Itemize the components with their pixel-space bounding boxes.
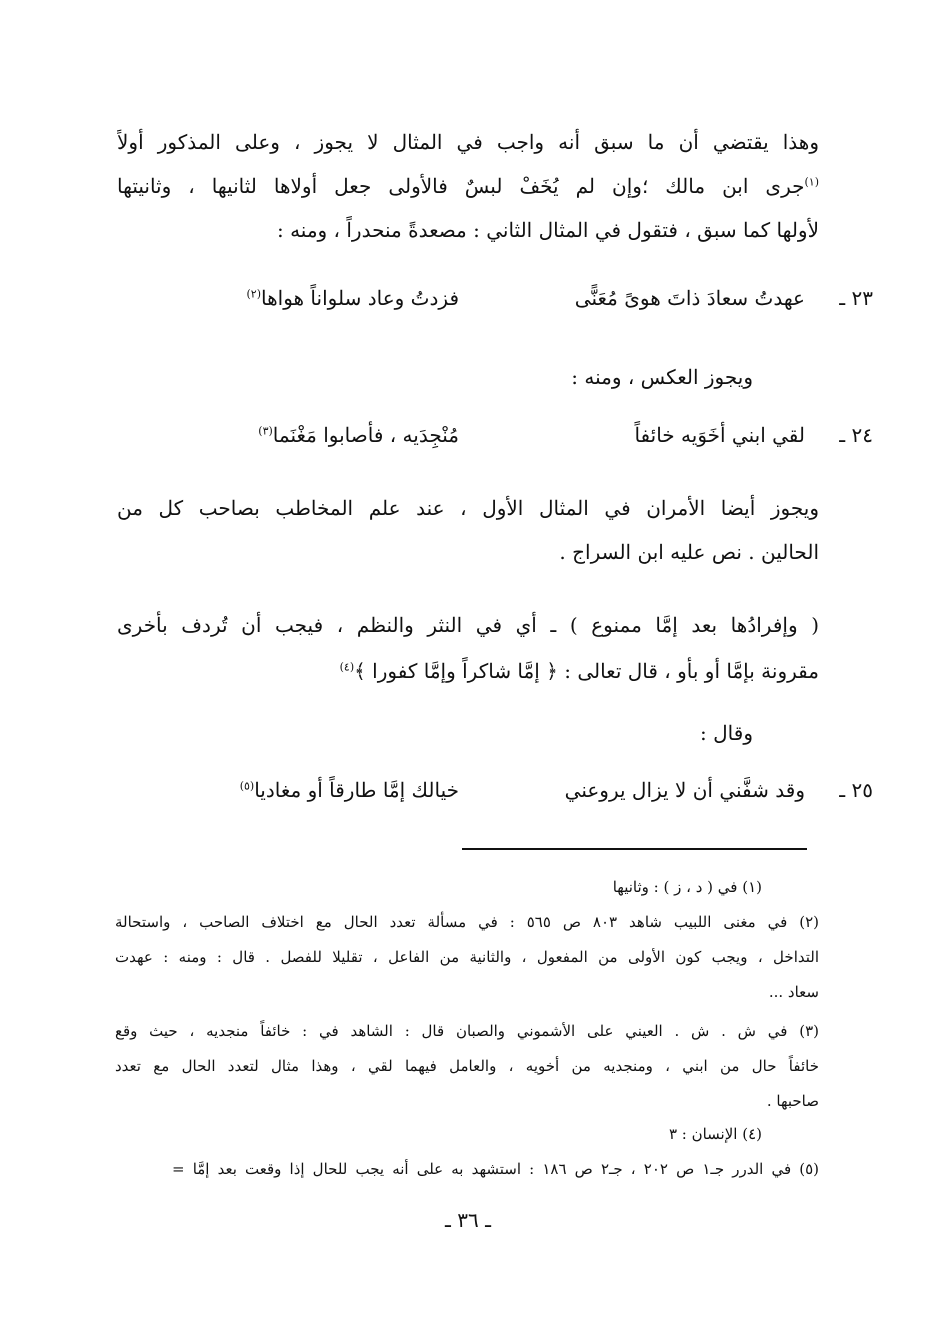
footnote-ref: (٤): [339, 660, 355, 674]
footnote-2-line1: (٢) في مغنى اللبيب شاهد ٨٠٣ ص ٥٦٥ : في مسألة تعدد الحال مع اختلاف الصاحب ، واستحالة: [115, 913, 819, 931]
footnote-3-line3: صاحبها .: [766, 1092, 819, 1110]
paragraph4-line1: ( وإفرادُها بعد إمَّا ممنوع ) ـ أي في النثر والنظم ، فيجب أن تُردف بأخرى: [117, 613, 819, 637]
verse-second-hemistich: مُنْجِدَيه ، فأصابوا مَغْنَما$^{(٣)}$: [258, 423, 459, 447]
paragraph1-line2: $^{(١)}$جرى ابن مالك ؛وإن لم يُخَفْ لبسٌ فالأولى جعل أولاها لثانيها ، وثانيتها: [117, 174, 819, 198]
footnote-4: (٤) الإنسان : ٣: [668, 1125, 762, 1143]
verse-number: ٢٣ ـ: [839, 286, 873, 310]
verse-first-hemistich: وقد شفَّني أن لا يزال يروعني: [564, 778, 805, 802]
footnote-ref: (٣): [258, 424, 273, 438]
footnote-ref: (٢): [246, 287, 261, 301]
verse-first-hemistich: لقي ابني أخَوَيه خائفاً: [634, 423, 805, 447]
paragraph5: وقال :: [700, 721, 753, 745]
paragraph1-line1: وهذا يقتضي أن ما سبق أنه واجب في المثال لا يجوز ، وعلى المذكور أولاً: [117, 130, 819, 154]
page-number: ـ ٣٦ ـ: [445, 1208, 491, 1232]
footnote-1: (١) في ( د ، ز ) : وثانيها: [612, 878, 762, 896]
footnote-3-line1: (٣) في ش . ش . العيني على الأشموني والصبان قال : الشاهد في : خائفاً منجديه ، حيث وقع: [115, 1022, 819, 1040]
footnote-5: (٥) في الدرر جـ١ ص ٢٠٢ ، جـ٢ ص ١٨٦ : استشهد به على أنه يجب للحال إذا وقعت بعد إمَّا =: [172, 1160, 819, 1178]
footnote-2-line2: التداخل ، ويجب كون الأولى من المفعول ، والثانية من الفاعل ، تقليلا للفصل . قال : ومنه : عهدت: [115, 948, 819, 966]
verse-number: ٢٥ ـ: [839, 778, 873, 802]
footnote-2-line3: سعاد ...: [768, 983, 819, 1001]
verse-second-hemistich: فزدتُ وعاد سلواناً هواها$^{(٢)}$: [246, 286, 459, 310]
footnote-ref: (١): [804, 175, 819, 189]
verse-second-hemistich: خيالك إمَّا طارقاً أو مغاديا$^{(٥)}$: [239, 778, 459, 802]
footnote-3-line2: خائفاً حال من ابني ، ومنجديه من أخويه ، والعامل فيهما لقي ، وهذا مثال لتعدد الحال مع تعدد: [115, 1057, 819, 1075]
paragraph3-line1: ويجوز أيضا الأمران في المثال الأول ، عند علم المخاطب بصاحب كل من: [117, 496, 819, 520]
verse-number: ٢٤ ـ: [839, 423, 873, 447]
paragraph1-line3: لأولها كما سبق ، فتقول في المثال الثاني : مصعدةً منحدراً ، ومنه :: [276, 218, 819, 242]
paragraph2: ويجوز العكس ، ومنه :: [571, 365, 753, 389]
paragraph4-line2: مقرونة بإمَّا أو بأو ، قال تعالى : ﴿ إمَّا شاكراً وإمَّا كفورا ﴾$^{(٤)}$: [339, 659, 819, 683]
footnote-separator: [462, 848, 807, 850]
paragraph3-line2: الحالين . نص عليه ابن السراج .: [559, 540, 819, 564]
footnote-ref: (٥): [239, 779, 255, 793]
verse-first-hemistich: عهدتُ سعادَ ذاتَ هوىً مُعَنًّى: [574, 286, 805, 310]
